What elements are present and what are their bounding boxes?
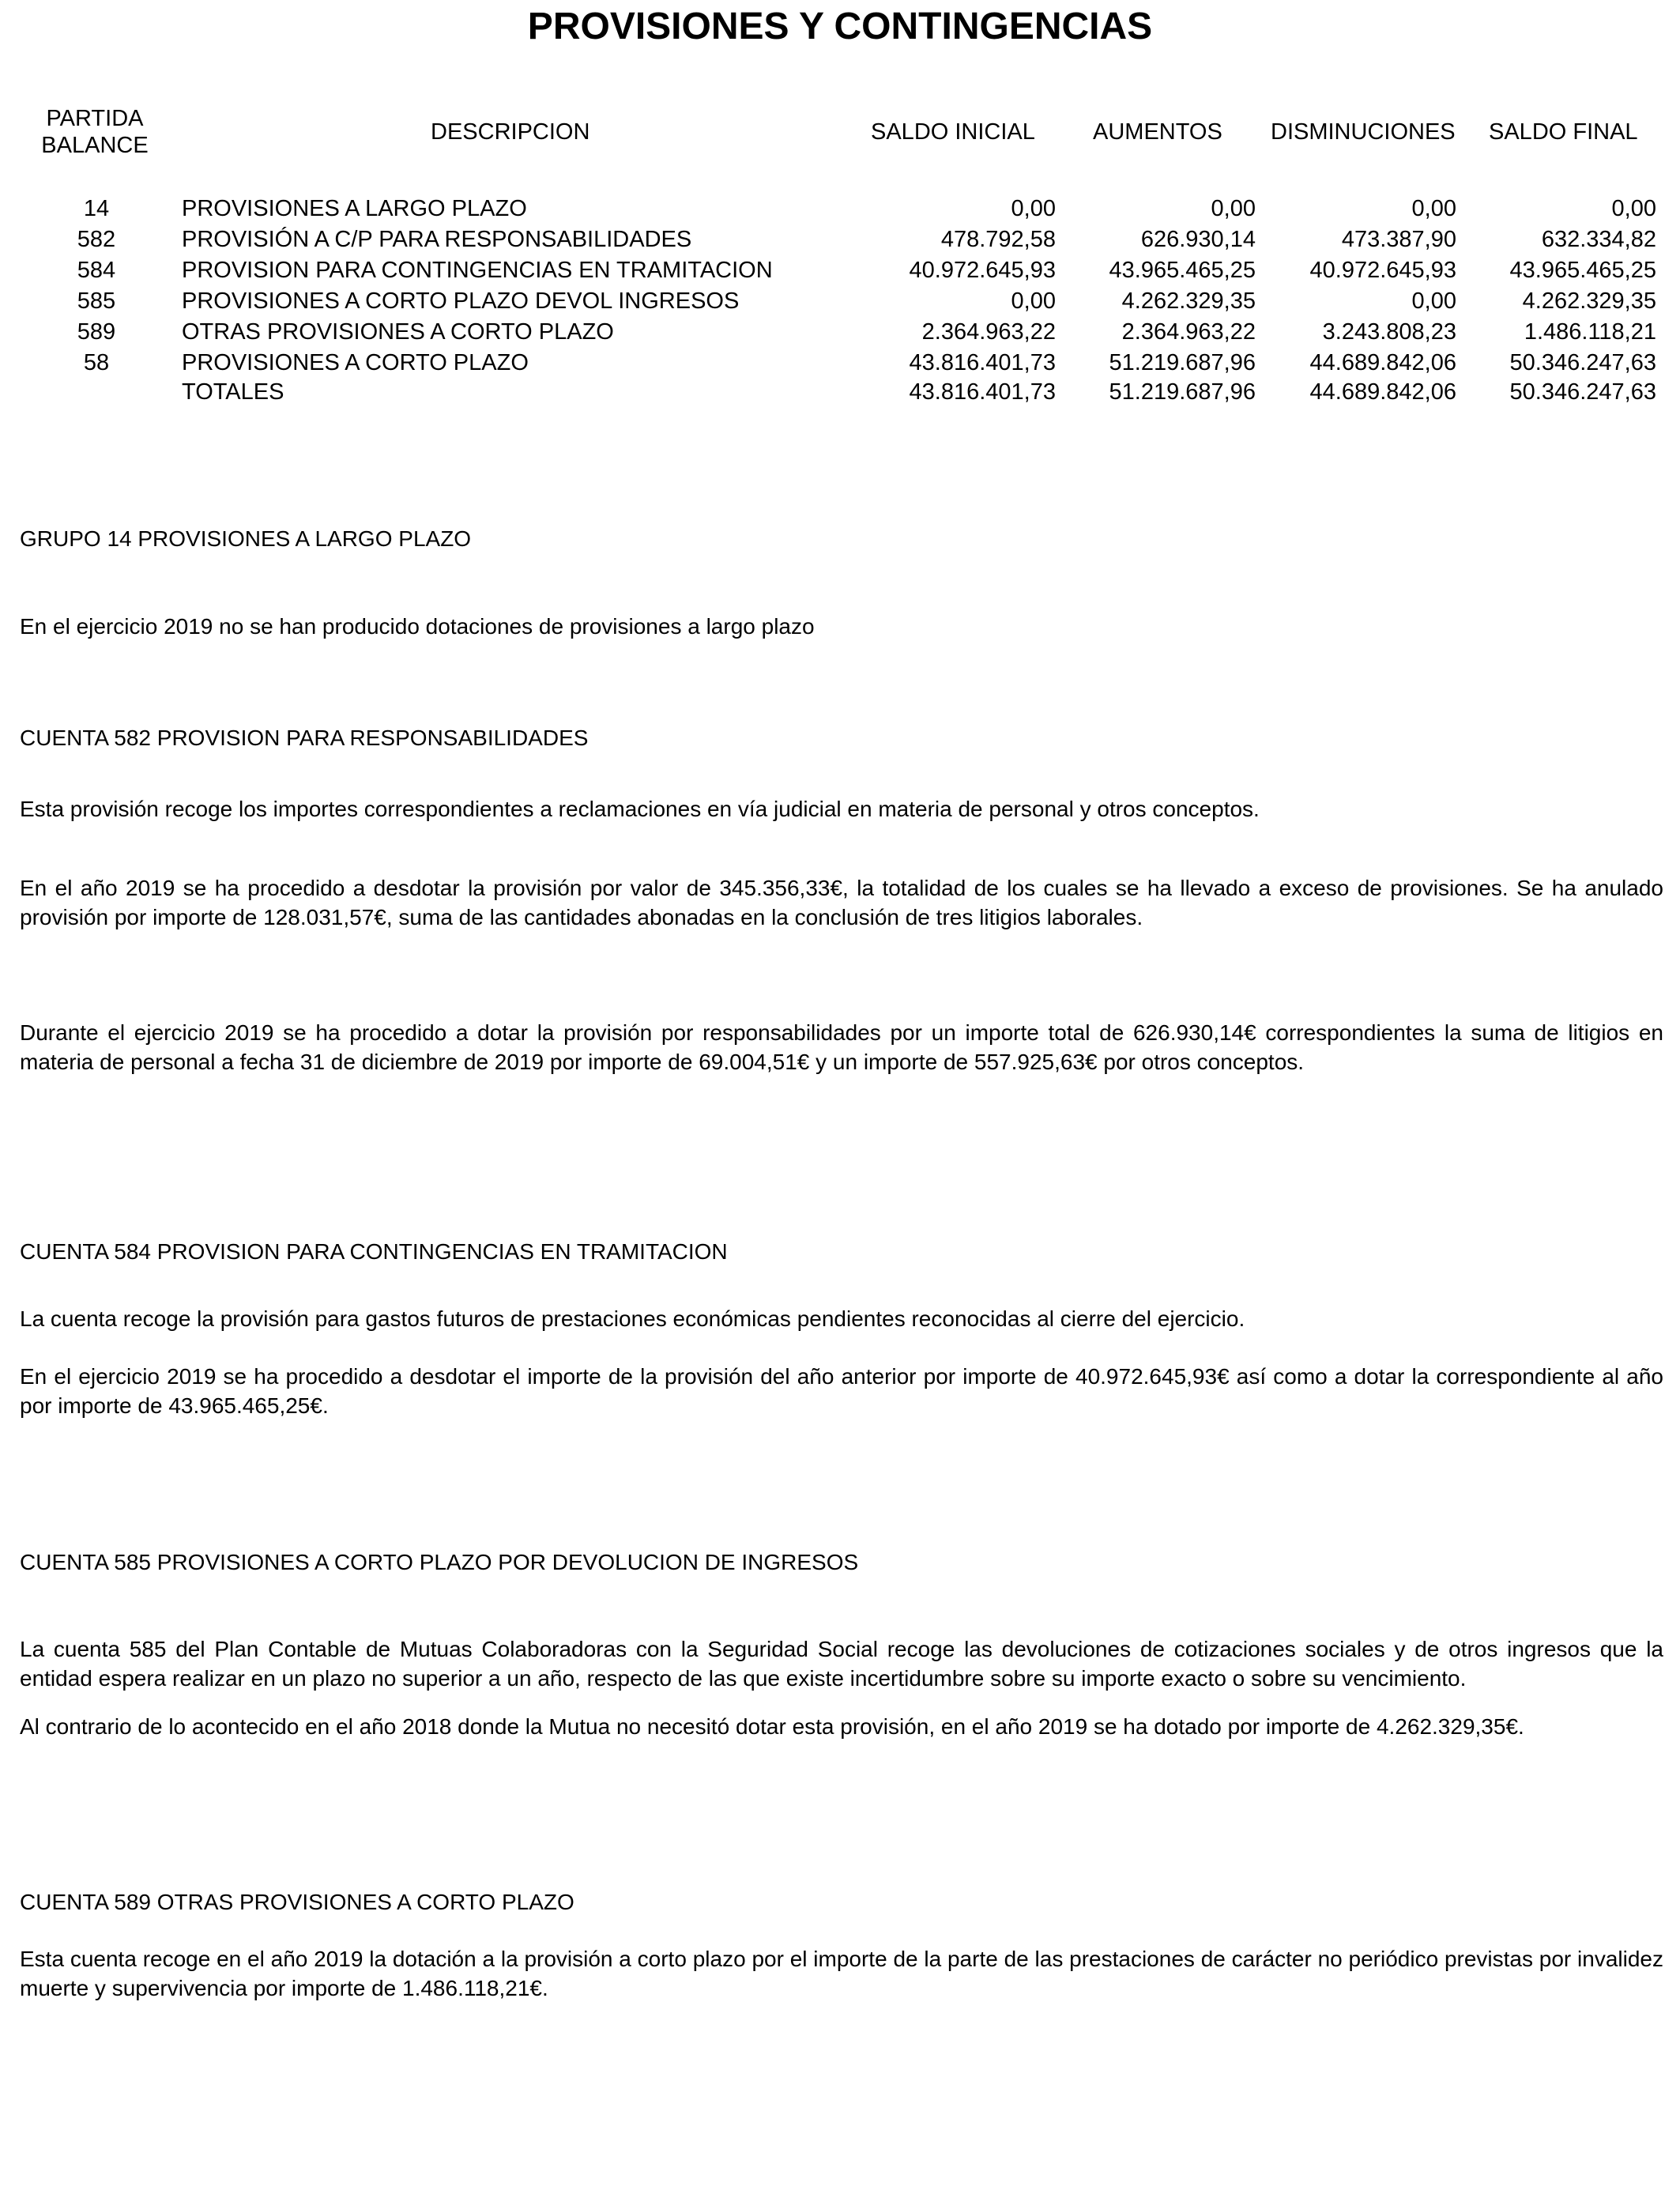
row-saldo-final: 632.334,82 (1541, 227, 1656, 252)
header-descripcion: DESCRIPCION (431, 119, 590, 145)
table-row (0, 255, 1680, 286)
row-description: PROVISIONES A CORTO PLAZO DEVOL INGRESOS (182, 288, 740, 314)
row-description: PROVISIÓN A C/P PARA RESPONSABILIDADES (182, 227, 692, 252)
row-saldo-inicial: 0,00 (1011, 196, 1056, 221)
row-disminuciones: 40.972.645,93 (1309, 258, 1456, 283)
row-saldo-final: 43.965.465,25 (1509, 258, 1656, 283)
row-aumentos: 51.219.687,96 (1109, 379, 1256, 405)
section-heading-cuenta-582: CUENTA 582 PROVISION PARA RESPONSABILIDADES (20, 726, 589, 750)
table-row (0, 194, 1680, 224)
table-row (0, 286, 1680, 317)
row-saldo-inicial: 2.364.963,22 (921, 319, 1056, 345)
header-saldo-inicial: SALDO INICIAL (871, 119, 1035, 145)
paragraph: La cuenta 585 del Plan Contable de Mutuas Colaboradoras con la Seguridad Social recoge las devoluciones de cotizaciones sociales y de otros ingresos que la entidad espera realizar en un plazo no superior a un año, respecto de las que existe incertidumbre sobre su importe exacto o sobre su vencimiento. (20, 1637, 1663, 1691)
row-description: PROVISIONES A LARGO PLAZO (182, 196, 527, 221)
table-row-totals (0, 377, 1680, 408)
row-aumentos: 626.930,14 (1140, 227, 1256, 252)
row-description: OTRAS PROVISIONES A CORTO PLAZO (182, 319, 614, 345)
table-row (0, 224, 1680, 255)
row-saldo-inicial: 478.792,58 (940, 227, 1056, 252)
row-aumentos: 2.364.963,22 (1121, 319, 1256, 345)
row-saldo-final: 50.346.247,63 (1509, 379, 1656, 405)
row-saldo-final: 0,00 (1611, 196, 1656, 221)
paragraph: Durante el ejercicio 2019 se ha procedido a dotar la provisión por responsabilidades por un importe total de 626.930,14€ correspondientes la suma de litigios en materia de personal a fecha 31 de diciembre de 2019 por importe de 69.004,51€ y un importe de 557.925,63€ por otros conceptos. (20, 1020, 1663, 1074)
row-code: 589 (77, 319, 116, 345)
paragraph: Esta cuenta recoge en el año 2019 la dotación a la provisión a corto plazo por el importe de la parte de las prestaciones de carácter no periódico previstas por invalidez muerte y supervivencia por importe de 1.486.118,21€. (20, 1947, 1663, 2000)
row-description: PROVISION PARA CONTINGENCIAS EN TRAMITACION (182, 258, 773, 283)
header-partida-balance: PARTIDA BALANCE (41, 106, 149, 158)
row-aumentos: 43.965.465,25 (1109, 258, 1256, 283)
row-code: 582 (77, 227, 116, 252)
row-disminuciones: 0,00 (1411, 288, 1456, 314)
row-description: TOTALES (182, 379, 284, 405)
row-saldo-final: 50.346.247,63 (1509, 350, 1656, 375)
row-aumentos: 0,00 (1211, 196, 1256, 221)
section-heading-cuenta-589: CUENTA 589 OTRAS PROVISIONES A CORTO PLAZO (20, 1890, 574, 1914)
paragraph: En el ejercicio 2019 se ha procedido a desdotar el importe de la provisión del año anterior por importe de 40.972.645,93€ así como a dotar la correspondiente al año por importe de 43.965.465,25€. (20, 1364, 1663, 1418)
row-saldo-final: 4.262.329,35 (1522, 288, 1656, 314)
section-heading-cuenta-584: CUENTA 584 PROVISION PARA CONTINGENCIAS EN TRAMITACION (20, 1239, 728, 1264)
row-code: 14 (83, 196, 110, 221)
row-disminuciones: 473.387,90 (1341, 227, 1456, 252)
row-aumentos: 51.219.687,96 (1109, 350, 1256, 375)
paragraph: En el ejercicio 2019 no se han producido dotaciones de provisiones a largo plazo (20, 614, 815, 639)
paragraph: La cuenta recoge la provisión para gastos futuros de prestaciones económicas pendientes reconocidas al cierre del ejercicio. (20, 1306, 1245, 1331)
row-saldo-inicial: 43.816.401,73 (909, 379, 1056, 405)
row-disminuciones: 44.689.842,06 (1309, 350, 1456, 375)
row-code: 58 (83, 350, 110, 375)
row-saldo-inicial: 43.816.401,73 (909, 350, 1056, 375)
row-disminuciones: 0,00 (1411, 196, 1456, 221)
section-heading-grupo-14: GRUPO 14 PROVISIONES A LARGO PLAZO (20, 526, 472, 551)
row-saldo-inicial: 40.972.645,93 (909, 258, 1056, 283)
row-disminuciones: 44.689.842,06 (1309, 379, 1456, 405)
paragraph: En el año 2019 se ha procedido a desdotar la provisión por valor de 345.356,33€, la totalidad de los cuales se ha llevado a exceso de provisiones. Se ha anulado provisión por importe de 128.031,57€, suma de las cantidades abonadas en la conclusión de tres litigios laborales. (20, 876, 1663, 929)
row-saldo-final: 1.486.118,21 (1524, 319, 1656, 345)
row-disminuciones: 3.243.808,23 (1322, 319, 1456, 345)
row-description: PROVISIONES A CORTO PLAZO (182, 350, 529, 375)
paragraph: Esta provisión recoge los importes correspondientes a reclamaciones en vía judicial en materia de personal y otros conceptos. (20, 797, 1260, 821)
section-heading-cuenta-585: CUENTA 585 PROVISIONES A CORTO PLAZO POR DEVOLUCION DE INGRESOS (20, 1550, 859, 1574)
row-saldo-inicial: 0,00 (1011, 288, 1056, 314)
header-aumentos: AUMENTOS (1093, 119, 1222, 145)
header-saldo-final: SALDO FINAL (1489, 119, 1638, 145)
page-title: PROVISIONES Y CONTINGENCIAS (527, 6, 1153, 47)
row-aumentos: 4.262.329,35 (1121, 288, 1256, 314)
table-row (0, 317, 1680, 348)
row-code: 585 (77, 288, 116, 314)
row-code: 584 (77, 258, 116, 283)
header-disminuciones: DISMINUCIONES (1271, 119, 1456, 145)
paragraph: Al contrario de lo acontecido en el año 2018 donde la Mutua no necesitó dotar esta provisión, en el año 2019 se ha dotado por importe de 4.262.329,35€. (20, 1714, 1524, 1739)
table-row (0, 348, 1680, 379)
